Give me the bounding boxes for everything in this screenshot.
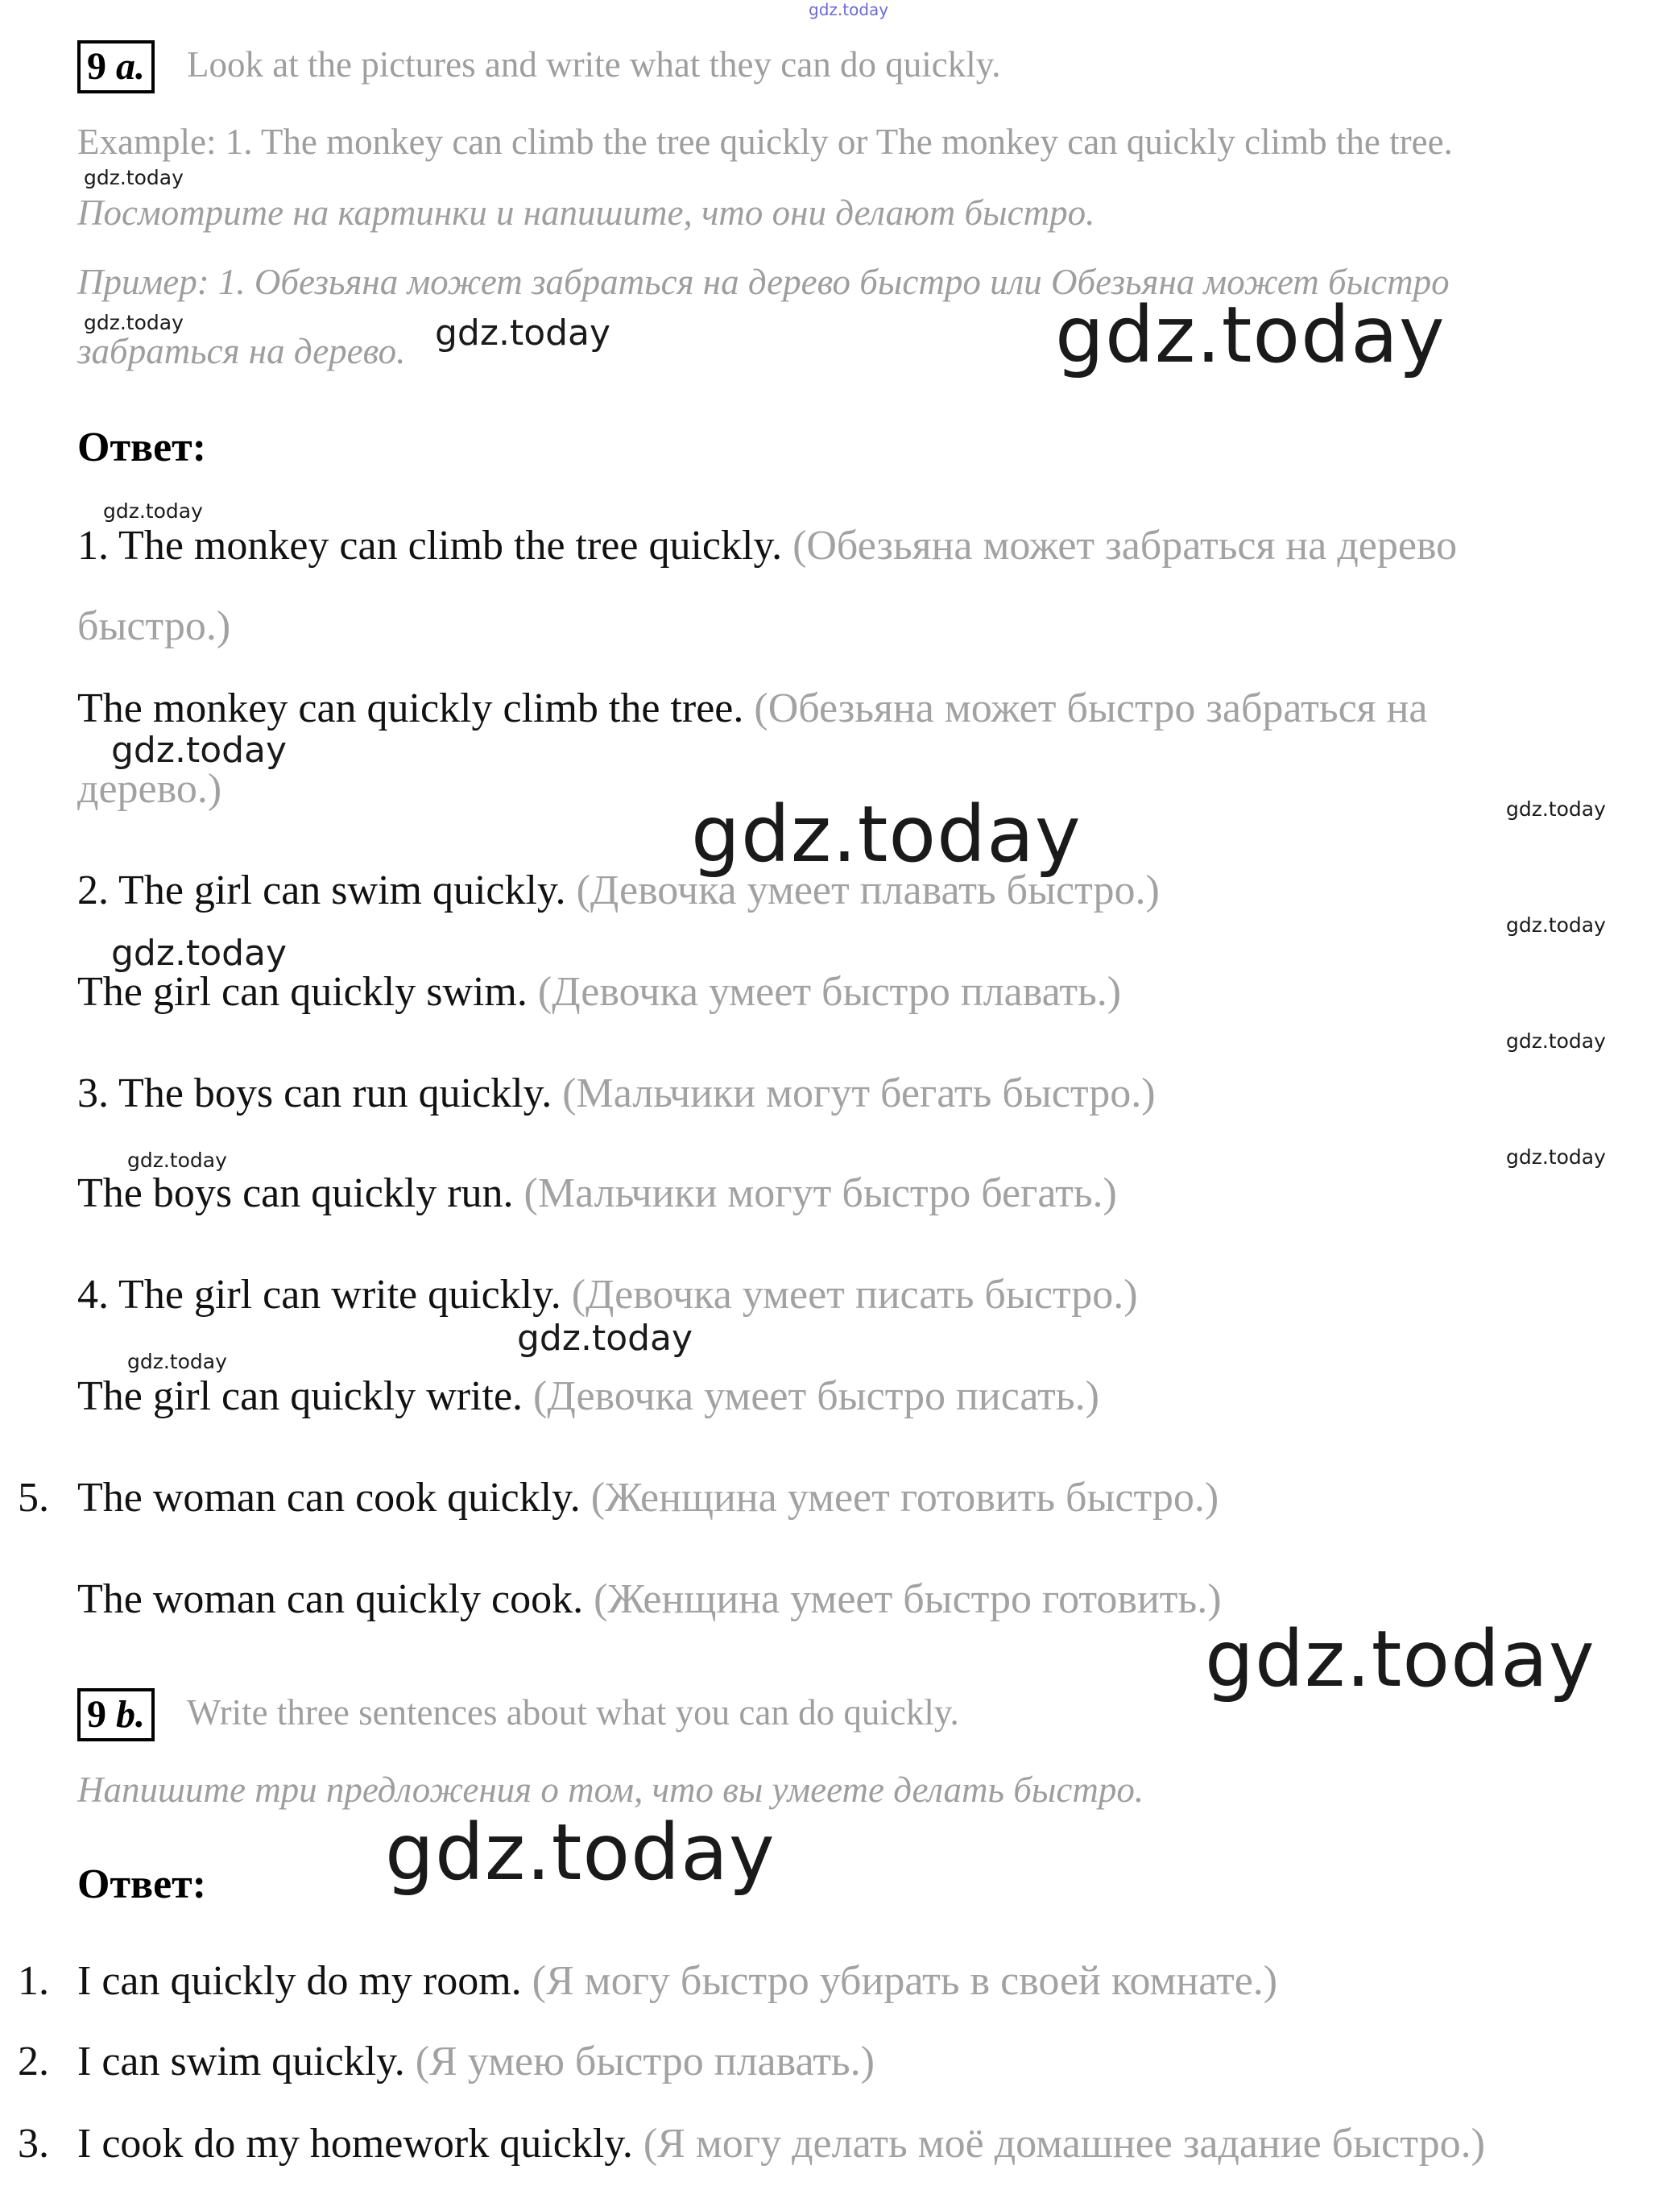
answer-number: 5. <box>18 1475 49 1521</box>
answer-translation: (Девочка умеет плавать быстро.) <box>576 867 1160 913</box>
answer-translation: (Обезьяна может забраться на дерево <box>792 523 1458 569</box>
watermark-medium: gdz.today <box>517 1318 693 1359</box>
exercise-number: 9 <box>87 45 106 88</box>
answer-line <box>77 685 1427 732</box>
answer-line <box>77 1170 1117 1217</box>
exercise-letter: b. <box>116 1693 145 1736</box>
answer-line <box>77 968 1121 1016</box>
answer-translation: (Девочка умеет быстро писать.) <box>533 1373 1099 1419</box>
answer-translation: (Обезьяна может быстро забраться на <box>754 685 1428 731</box>
watermark-large: gdz.today <box>385 1807 776 1898</box>
answer-english: The boys can quickly run. <box>77 1170 514 1216</box>
answer-line <box>77 1070 1156 1117</box>
answer-line <box>77 1372 1099 1420</box>
exercise-9b-label <box>77 1688 155 1741</box>
answer-english: The woman can quickly cook. <box>77 1576 584 1622</box>
answer-english: The girl can quickly write. <box>77 1373 523 1419</box>
answer-translation: (Мальчики могут быстро бегать.) <box>523 1170 1117 1216</box>
exercise-letter: a. <box>116 45 145 88</box>
answer-translation: (Девочка умеет писать быстро.) <box>571 1272 1138 1318</box>
answer-line <box>77 1575 1222 1623</box>
watermark-large: gdz.today <box>1055 290 1446 380</box>
watermark-large: gdz.today <box>691 789 1082 880</box>
answer-english: I can swim quickly. <box>77 2039 405 2084</box>
answer-translation: (Я могу быстро убирать в своей комнате.) <box>532 1958 1278 2004</box>
answer-translation: (Мальчики могут бегать быстро.) <box>562 1070 1156 1116</box>
answer-translation: (Женщина умеет готовить быстро.) <box>590 1475 1219 1521</box>
answer-english: The monkey can quickly climb the tree. <box>77 685 744 731</box>
exercise-9a-ru-example-line2: забраться на дерево. <box>77 331 406 371</box>
watermark-small: gdz.today <box>1506 1145 1606 1169</box>
answer-english: The woman can cook quickly. <box>77 1475 581 1521</box>
answer-translation-continued: дерево.) <box>77 766 222 812</box>
answer-english: I can quickly do my room. <box>77 1958 522 2004</box>
exercise-9b-instruction: Write three sentences about what you can do quickly. <box>187 1692 959 1733</box>
answer-line <box>77 867 1160 914</box>
answer-heading: Ответ: <box>77 424 207 470</box>
exercise-9b-ru-instruction: Напишите три предложения о том, что вы умеете делать быстро. <box>77 1770 1144 1810</box>
answer-line <box>77 1474 1219 1521</box>
answer-translation-continued: быстро.) <box>77 603 231 649</box>
watermark-small: gdz.today <box>127 1350 227 1373</box>
watermark-medium: gdz.today <box>435 313 611 354</box>
answer-number: 2. <box>18 2039 49 2084</box>
answer-english: The girl can quickly swim. <box>77 969 528 1015</box>
answer-number: 3. <box>18 2121 49 2167</box>
watermark-top: gdz.today <box>809 0 889 19</box>
watermark-large: gdz.today <box>1205 1614 1595 1704</box>
answer-line <box>77 522 1457 569</box>
watermark-small: gdz.today <box>1506 913 1606 937</box>
answer-line <box>77 1957 1277 2005</box>
exercise-9a-example: Example: 1. The monkey can climb the tree quickly or The monkey can quickly climb the tree. <box>77 122 1453 162</box>
exercise-9a-ru-instruction: Посмотрите на картинки и напишите, что они делают быстро. <box>77 193 1095 233</box>
watermark-medium: gdz.today <box>111 730 288 771</box>
answer-line <box>77 2120 1485 2167</box>
answer-english: 4. The girl can write quickly. <box>77 1272 561 1318</box>
watermark-small: gdz.today <box>103 499 203 523</box>
watermark-medium: gdz.today <box>111 933 288 974</box>
answer-english: 2. The girl can swim quickly. <box>77 867 566 913</box>
answer-translation: (Девочка умеет быстро плавать.) <box>537 969 1122 1015</box>
answer-line <box>77 2038 875 2085</box>
answer-english: 3. The boys can run quickly. <box>77 1070 552 1116</box>
answer-english: I cook do my homework quickly. <box>77 2121 633 2167</box>
answer-number: 1. <box>18 1958 49 2004</box>
watermark-small: gdz.today <box>84 311 184 334</box>
watermark-small: gdz.today <box>84 166 184 189</box>
watermark-small: gdz.today <box>1506 1029 1606 1053</box>
answer-english: 1. The monkey can climb the tree quickly. <box>77 523 783 569</box>
watermark-small: gdz.today <box>127 1149 227 1172</box>
watermark-small: gdz.today <box>1506 797 1606 821</box>
exercise-9a-ru-example-line1: Пример: 1. Обезьяна может забраться на дерево быстро или Обезьяна может быстро <box>77 262 1450 302</box>
exercise-9a-instruction: Look at the pictures and write what they can do quickly. <box>187 44 1001 85</box>
answer-translation: (Женщина умеет быстро готовить.) <box>594 1576 1222 1622</box>
answer-line <box>77 1271 1138 1319</box>
exercise-number: 9 <box>87 1693 106 1736</box>
answer-translation: (Я могу делать моё домашнее задание быстро.) <box>643 2121 1485 2167</box>
answer-translation: (Я умею быстро плавать.) <box>415 2039 875 2084</box>
exercise-9a-label <box>77 40 155 93</box>
answer-heading: Ответ: <box>77 1861 207 1907</box>
